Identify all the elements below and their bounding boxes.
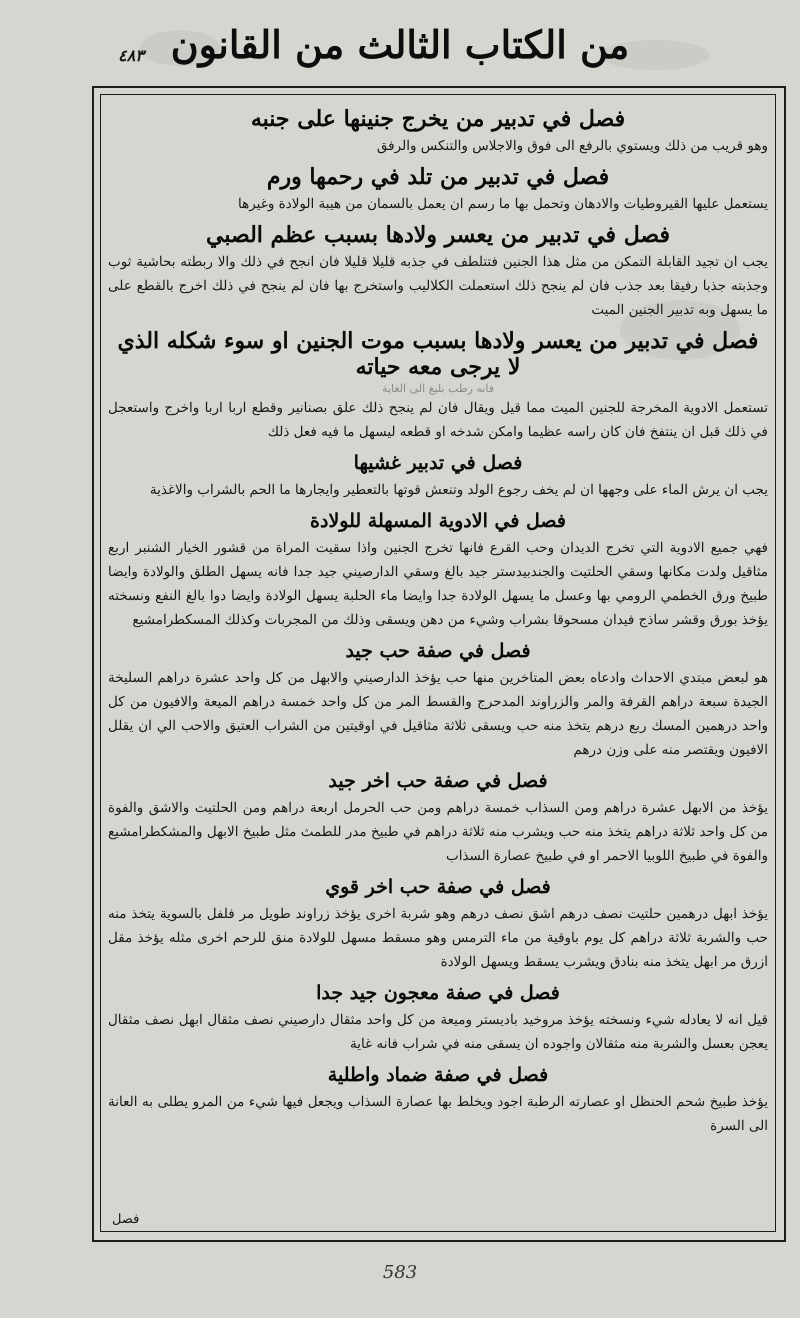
section-heading: فصل في تدبير من يعسر ولادها بسبب عظم الصبي bbox=[206, 222, 670, 248]
running-head bbox=[0, 22, 800, 82]
section-text: يؤخذ طبيخ شحم الحنظل او عصارته الرطبة اجود ويخلط بها عصارة السذاب ويجعل فيها شيء من المرو يطلى به العانة الى السرة bbox=[108, 1094, 768, 1134]
section-text: يؤخذ ابهل درهمين حلتيت نصف درهم اشق نصف درهم وهو شربة اخرى يؤخذ زراوند طويل مر فلفل بالسوية يتخذ منه حب والشربة ثلاثة دراهم كل يوم باوقية من ماء الترمس وهو مسقط مسهل للولادة منق للرحم اخرى مثله يؤخذ مقل ازرق مر ابهل يتخذ منه بنادق ويشرب يسقط ويسهل الولادة bbox=[108, 906, 768, 970]
section-heading: فصل في صفة حب اخر قوي bbox=[325, 876, 551, 898]
section-heading: فصل في تدبير من تلد في رحمها ورم bbox=[266, 164, 610, 190]
section-text: هو لبعض مبتدي الاحداث وادعاه بعض المتاخرين منها حب يؤخذ الدارصيني والابهل من كل واحد عشرة دراهم السليخة الجيدة سبعة دراهم القرفة والمر والزراوند المدحرج والقسط المر من كل واحد خمسة دراهم الميعة والافيون من كل واحد درهمين المسك ربع درهم يتخذ منه حب ويسقى ثلاثة مثاقيل في اوقيتين من الشراب العتيق والاحب الي ان يقلل الافيون ويقتصر منه على وزن درهم bbox=[108, 670, 768, 758]
section-text: يجب ان يرش الماء على وجهها ان لم يخف رجوع الولد وتنعش قوتها بالتعطير وايجارها ما الحم بالشراب والاغذية bbox=[149, 482, 768, 498]
section-text: وهو قريب من ذلك ويستوي بالرفع الى فوق والاجلاس والتنكس والرفق bbox=[376, 138, 768, 154]
section-heading: فصل في صفة حب جيد bbox=[345, 640, 531, 662]
section-heading: فصل في الادوية المسهلة للولادة bbox=[310, 510, 566, 532]
section-text: يجب ان تجيد القابلة التمكن من مثل هذا الجنين فتتلطف في جذبه قليلا قليلا فان انجح في ذلك والا ربطته بحاشية ثوب وجذبته جذبا رفيقا بعد جذب فان لم ينجح ذلك استعملت الكلاليب واستخرج بها فان لم ينجح في ذلك اخرج بالقطع على ما يسهل وبه تدبير الجنين الميت bbox=[108, 254, 768, 318]
show-through-note: فانه رطب بليغ الى الغاية bbox=[382, 382, 494, 395]
section-text: فهي جميع الادوية التي تخرج الديدان وحب القرع فانها تخرج الجنين واذا سقيت المراة من قشور الخيار الشنبر اربع مثاقيل ولدت مكانها وسقي الحلتيت والجندبيدستر جيد بالغ وسقي الدارصيني جيد جدا فانه يسهل الطلق والولادة وايضا طبيخ ورق الخطمي الرومي بها وعسل ما يسهل الولادة جدا وايضا ماء الحلبة يسهل الولادة وايضا دوا بالغ النفع ونسخته يؤخذ بورق وقشر ساذج فيدان مسحوقا بشراب وشيء من دهن ويسقى وذلك من المجربات وكذلك المسكطرامشيع bbox=[108, 540, 768, 628]
section-text: يؤخذ من الابهل عشرة دراهم ومن السذاب خمسة دراهم ومن حب الحرمل اربعة دراهم ومن الحلتيت والاشق والفوة من كل واحد ثلاثة دراهم يتخذ منه حب ويشرب منه ثلاثة دراهم في طبيخ مدر للطمث مثل طبيخ الابهل والمشكطرامشيع والفوة في طبيخ اللوبيا الاحمر او في طبيخ عصارة السذاب bbox=[108, 800, 768, 864]
section-heading: فصل في صفة معجون جيد جدا bbox=[316, 982, 560, 1004]
section-text: قيل انه لا يعادله شيء ونسخته يؤخذ مروخيد باديستر وميعة من كل واحد مثقال دارصيني نصف مثقال ابهل نصف مثقال يعجن بعسل والشربة منه مثقالان واجوده ان يسقى منه في شراب فانه غاية bbox=[108, 1012, 768, 1052]
section-heading: فصل في تدبير غشيها bbox=[353, 452, 523, 474]
section-text: تستعمل الادوية المخرجة للجنين الميت مما قيل ويقال فان لم ينجح ذلك علق بصنانير وقطع اربا اربا واخرج واستعجل في ذلك قبل ان ينتفخ فان كان راسه عظيما وامكن شدخه او قطعه ليسهل ما فيه فعل ذلك bbox=[108, 400, 768, 440]
section-heading: فصل في صفة حب اخر جيد bbox=[328, 770, 548, 792]
catchword: فصل bbox=[112, 1212, 140, 1227]
section-heading: فصل في صفة ضماد واطلية bbox=[327, 1064, 549, 1086]
section-heading: فصل في تدبير من يعسر ولادها بسبب موت الجنين او سوء شكله الذي لا يرجى معه حياته bbox=[117, 328, 759, 380]
folio-top: ٤٨٣ bbox=[118, 46, 144, 65]
text-block bbox=[108, 100, 768, 1220]
page-number: 583 bbox=[382, 1262, 418, 1283]
running-title: من الكتاب الثالث من القانون bbox=[170, 22, 630, 67]
section-text: يستعمل عليها القيروطيات والادهان وتحمل بها ما رسم ان يعمل بالسمان من هيبة الولادة وغيرها bbox=[238, 196, 768, 212]
section-heading: فصل في تدبير من يخرج جنينها على جنبه bbox=[250, 106, 626, 132]
